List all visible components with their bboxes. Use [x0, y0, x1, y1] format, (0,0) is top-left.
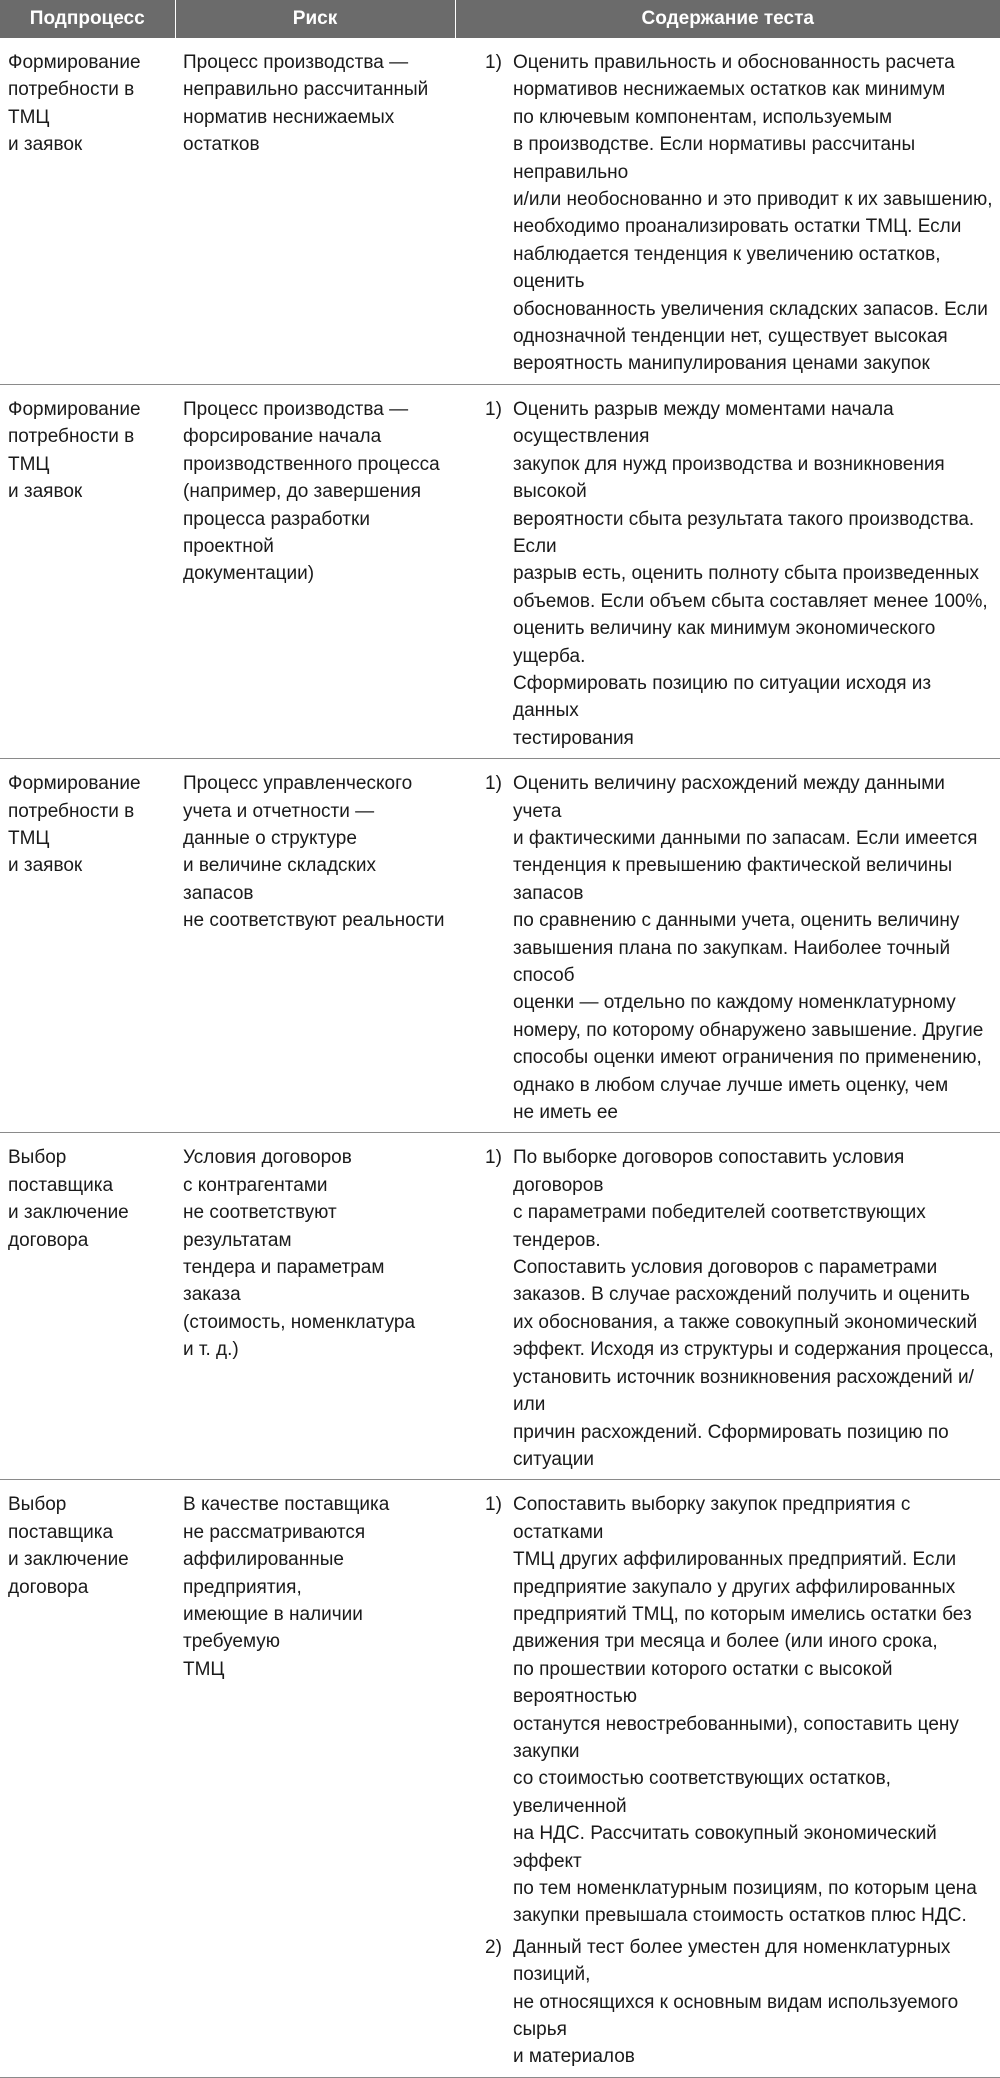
header-risk: Риск [175, 0, 455, 38]
test-item [485, 1491, 996, 1930]
table-row [0, 1133, 1000, 1480]
test-cell [455, 759, 1000, 1133]
test-item-number: 1) [485, 1494, 502, 1516]
risk-cell: Условия договоров с контрагентами не соответствуют результатам тендера и параметрам заказа (стоимость, номенклатура и т. д.) [175, 1133, 455, 1480]
table-header-row [0, 0, 1000, 38]
test-item-number: 1) [485, 398, 502, 420]
test-item-number: 2) [485, 1936, 502, 1958]
risk-cell: Процесс производства — неправильно рассчитанный норматив неснижаемых остатков [175, 38, 455, 384]
test-item [485, 770, 996, 1126]
subprocess-cell: Формирование потребности в ТМЦ и заявок [0, 38, 175, 384]
subprocess-cell: Формирование потребности в ТМЦ и заявок [0, 384, 175, 758]
header-subprocess: Подпроцесс [0, 0, 175, 38]
table-row [0, 759, 1000, 1133]
risk-cell: Процесс производства — форсирование начала производственного процесса (например, до завершения процесса разработки проектной документации) [175, 384, 455, 758]
test-item-text: Оценить правильность и обоснованность расчета нормативов неснижаемых остатков как минимум по ключевым компонентам, используемым в производстве. Если нормативы рассчитаны неправильно и/или необоснованно и это приводит к их завышению, необходимо проанализировать остатки ТМЦ. Если наблюдается тенденция к увеличению остатков, оценить обоснованность увеличения складских запасов. Если однозначной тенденции нет, существует высокая вероятность манипулирования ценами закупок [513, 52, 993, 375]
test-item-text: По выборке договоров сопоставить условия договоров с параметрами победителей соответствующих тендеров. Сопоставить условия договоров с параметрами заказов. В случае расхождений получить и оценить их обоснования, а также совокупный экономический эффект. Исходя из структуры и содержания процесса, установить источник возникновения расхождений и/или причин расхождений. Сформировать позицию по ситуации [513, 1147, 994, 1470]
risk-cell: Процесс управленческого учета и отчетности — данные о структуре и величине складских запасов не соответствуют реальности [175, 759, 455, 1133]
header-test-content: Содержание теста [455, 0, 1000, 38]
test-cell [455, 38, 1000, 384]
test-item-number: 1) [485, 52, 502, 73]
subprocess-cell: Выбор поставщика и заключение договора [0, 1480, 175, 2078]
subprocess-cell: Формирование потребности в ТМЦ и заявок [0, 759, 175, 1133]
risk-cell: В качестве поставщика не рассматриваются аффилированные предприятия, имеющие в наличии требуемую ТМЦ [175, 1480, 455, 2078]
test-item-number: 1) [485, 773, 502, 795]
table-row [0, 38, 1000, 384]
table-row [0, 384, 1000, 758]
test-cell [455, 1133, 1000, 1480]
test-item-text: Оценить разрыв между моментами начала осуществления закупок для нужд производства и возникновения высокой вероятности сбыта результата такого производства. Если разрыв есть, оценить полноту сбыта произведенных объемов. Если объем сбыта составляет менее 100%, оценить величину как минимум экономического ущерба. Сформировать позицию по ситуации исходя из данных тестирования [513, 398, 988, 749]
test-item [485, 49, 996, 378]
test-item [485, 1934, 996, 2071]
subprocess-cell: Выбор поставщика и заключение договора [0, 1133, 175, 1480]
table-row [0, 1480, 1000, 2078]
test-item [485, 1144, 996, 1473]
test-item-text: Сопоставить выборку закупок предприятия с остатками ТМЦ других аффилированных предприятий. Если предприятие закупало у других аффилированных предприятий ТМЦ, по которым имелись остатки без движения три месяца и более (или иного срока, по прошествии которого остатки с высокой вероятностью останутся невостребованными), сопоставить цену закупки со стоимостью соответствующих остатков, увеличенной на НДС. Рассчитать совокупный экономический эффект по тем номенклатурным позициям, по которым цена закупки превышала стоимость остатков плюс НДС. [513, 1494, 977, 1927]
test-item [485, 396, 996, 752]
test-cell [455, 384, 1000, 758]
test-item-number: 1) [485, 1147, 502, 1169]
test-item-text: Оценить величину расхождений между данными учета и фактическими данными по запасам. Если имеется тенденция к превышению фактической величины запасов по сравнению с данными учета, оценить величину завышения плана по закупкам. Наиболее точный способ оценки — отдельно по каждому номенклатурному номеру, по которому обнаружено завышение. Другие способы оценки имеют ограничения по применению, однако в любом случае лучше иметь оценку, чем не иметь ее [513, 773, 984, 1124]
test-item-text: Данный тест более уместен для номенклатурных позиций, не относящихся к основным видам используемого сырья и материалов [513, 1936, 959, 2068]
test-cell [455, 1480, 1000, 2078]
